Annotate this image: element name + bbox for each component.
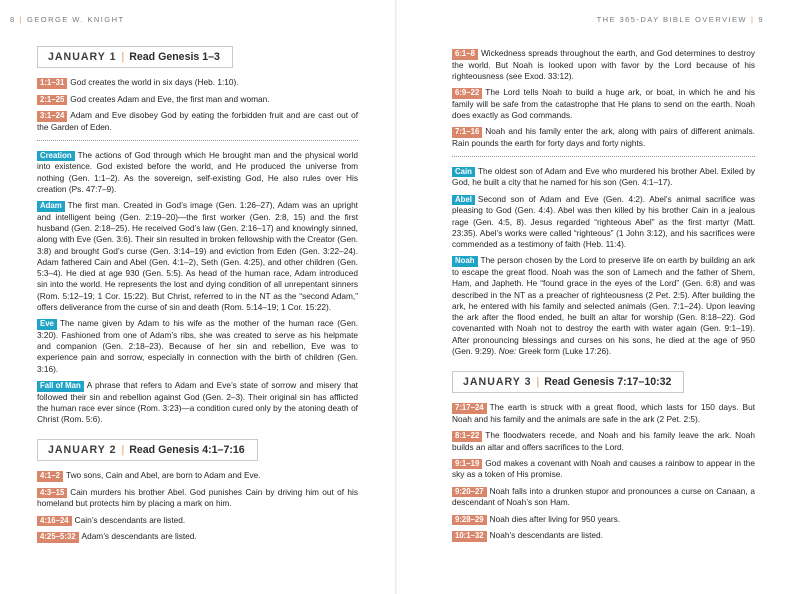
reading-entry [452, 514, 755, 526]
reading-entry [452, 87, 755, 121]
day-heading-january-2 [37, 439, 258, 461]
entry-text: Noah dies after living for 950 years. [489, 513, 621, 524]
reading-entry [37, 94, 358, 106]
entry-text: God makes a covenant with Noah and causes a rainbow to appear in the sky as a token of His promise. [452, 457, 755, 480]
right-folio [597, 15, 764, 24]
entry-text: God creates the world in six days (Heb. 1:10). [70, 77, 239, 87]
heading-separator: | [121, 51, 125, 63]
reading-entry [37, 470, 358, 482]
term-definition: The actions of God through which He brought man and the physical world into existence. God existed before the world, and He produced the universe from nothing (Gen. 1:1–2). As the sovereign, self-existing God, He also rules over His creation (Ps. 47:7–9). [37, 149, 358, 194]
term-note-text: Greek form (Luke 17:26). [518, 346, 612, 357]
reading-label: Read Genesis 1–3 [129, 51, 220, 63]
heading-separator: | [121, 444, 125, 457]
glossary-entry-creation [37, 150, 358, 195]
term-badge: Creation [37, 151, 75, 162]
reading-entry [452, 530, 755, 542]
day-heading-january-3 [452, 371, 684, 393]
scripture-ref-badge: 7:17–24 [452, 403, 487, 414]
term-definition: The first man. Created in God’s image (Gen. 1:26–27), Adam was an upright and intelligent being (Gen. 2:19–20)—the first worker (Gen. 2:8, 15) and the first husband (Gen. 2:18–25). He received God’s law (Gen. 2:16–17) and knowingly sinned, along with Eve (Gen. 3:6). Their sin resulted in broken fellowship with the Creator (Gen. 3:8) and brought God’s curse (Gen. 3:14–19) and eviction from Eden (Gen. 3:22–24). Adam fathered Cain and Abel (Gen. 4:1–2), Seth (Gen. 4:25), and other children (Gen. 5:3–4). He died at age 930 (Gen. 5:5). As head of the human race, Adam introduced sin into the world. He represents the lost and dying condition of all unrepentant sinners (Rom. 5:12–19; 1 Cor. 15:22). But Christ, referred to in the NT as the “second Adam,” offers deliverance from the curse of sin and death (Rom. 5:14–19; 1 Cor. 15:22). [37, 200, 358, 313]
scripture-ref-badge: 7:1–16 [452, 127, 482, 138]
entry-text: Adam and Eve disobey God by eating the forbidden fruit and are cast out of the Garden of Eden. [37, 110, 358, 132]
right-page [396, 0, 792, 594]
day-heading-january-1 [37, 46, 233, 68]
term-definition: Second son of Adam and Eve (Gen. 4:2). Abel’s animal sacrifice was pleasing to God (Gen. 4:4). Abel was then killed by his brother Cain in a jealous rage (Gen. 4:5, 8). Jesus regarded “righteous Abel” as the first martyr (Matt. 23:35). Abel’s works were called “righteous” (1 John 3:12), and his sacrifices were commended as a testimony of faith (Heb. 11:4). [452, 193, 755, 250]
entry-text: The Lord tells Noah to build a huge ark, or boat, in which he and his family will be safe from the catastrophe that He plans to send on the earth. Noah does exactly as God commands. [452, 87, 755, 120]
glossary-entry-eve [37, 318, 358, 375]
folio-separator: | [19, 15, 23, 24]
entry-text: Cain’s descendants are listed. [74, 514, 186, 525]
term-note-label: Noe: [498, 346, 517, 357]
term-definition: A phrase that refers to Adam and Eve’s state of sorrow and misery that followed their sin and rebellion against God (Gen. 2–3). Their original sin has afflicted the human race ever since (Rom. 3:23)—a condition cured only by the atoning death of Christ (Rom. 5:6). [37, 380, 358, 425]
left-folio [10, 15, 125, 24]
reading-entry [452, 458, 755, 481]
glossary-entry-cain [452, 166, 755, 189]
term-badge: Fall of Man [37, 381, 84, 392]
entry-text: Cain murders his brother Abel. God punishes Cain by driving him out of his homeland but protects him by placing a mark on him. [37, 486, 358, 509]
scripture-ref-badge: 6:9–22 [452, 88, 482, 99]
section-divider [37, 140, 358, 141]
reading-entry [37, 515, 358, 527]
term-definition: The oldest son of Adam and Eve who murdered his brother Abel. Exiled by God, he built a city that he named for his son (Gen. 4:1–17). [452, 165, 755, 188]
scripture-ref-badge: 9:28–29 [452, 515, 487, 526]
term-badge: Abel [452, 195, 475, 206]
glossary-entry-noah [452, 255, 755, 357]
entry-text: Adam’s descendants are listed. [81, 531, 197, 542]
term-definition: The name given by Adam to his wife as the mother of the human race (Gen. 3:20). Fashioned from one of Adam’s ribs, she was created to serve as his helpmate and companion (Gen. 2:18–23). Because of her sin and rebellion, Eve was to experience pain and sorrow, especially in connection with the birth of children (Gen. 3:16). [37, 318, 358, 374]
reading-entry [452, 402, 755, 425]
day-label: JANUARY 2 [48, 444, 117, 457]
scripture-ref-badge: 4:25–5:32 [37, 532, 79, 543]
reading-entry [37, 487, 358, 510]
running-head: THE 365-DAY BIBLE OVERVIEW [596, 15, 747, 24]
page-number: 8 [10, 15, 16, 24]
scripture-ref-badge: 4:1–2 [37, 471, 63, 482]
reading-entry [452, 126, 755, 149]
glossary-entry-fall-of-man [37, 380, 358, 425]
reading-entry [452, 430, 755, 453]
term-badge: Eve [37, 319, 57, 330]
scripture-ref-badge: 4:16–24 [37, 516, 72, 527]
day-label: JANUARY 1 [48, 51, 117, 63]
entry-text: God creates Adam and Eve, the first man and woman. [70, 93, 270, 104]
folio-separator: | [751, 15, 755, 24]
reading-entry [37, 77, 358, 89]
term-definition: The person chosen by the Lord to preserve life on earth by building an ark to escape the great flood. Noah was the son of Lamech and the father of Shem, Ham, and Japheth. He “found grace in the eyes of the Lord” (Gen. 6:8) and was described in the NT as a preacher of righteousness (2 Pet. 2:5). After building the ark, he entered with his family and selected animals (Gen. 7:1–24). Upon leaving the ark after the flood ended, he built an altar for worship (Gen. 8:18–22). God covenanted with Noah not to destroy the earth with water again (Gen. 9:1–19). After pronouncing blessings and curses on his sons, he died at the age of 950 (Gen. 9:29). [452, 255, 755, 357]
entry-text: Noah and his family enter the ark, along with pairs of different animals. Rain pounds the earth for forty days and forty nights. [452, 126, 755, 148]
entry-text: Two sons, Cain and Abel, are born to Adam and Eve. [65, 470, 261, 481]
scripture-ref-badge: 6:1–8 [452, 49, 478, 60]
entry-text: The earth is struck with a great flood, which lasts for 150 days. But Noah and his family and the animals are safe in the ark (2 Pet. 2:5). [452, 402, 755, 424]
reading-label: Read Genesis 4:1–7:16 [129, 444, 245, 457]
scripture-ref-badge: 9:20–27 [452, 487, 487, 498]
term-badge: Adam [37, 201, 65, 212]
scripture-ref-badge: 10:1–32 [452, 531, 487, 542]
scripture-ref-badge: 8:1–22 [452, 431, 482, 442]
scripture-ref-badge: 1:1–31 [37, 78, 67, 89]
reading-entry [37, 110, 358, 133]
day-label: JANUARY 3 [463, 376, 532, 389]
entry-text: Wickedness spreads throughout the earth, and God determines to destroy the world. But Noah is looked upon with favor by the Lord because of his righteousness (see Exod. 33:12). [452, 48, 755, 81]
section-divider [452, 156, 755, 157]
scripture-ref-badge: 4:3–15 [37, 488, 67, 499]
glossary-entry-adam [37, 200, 358, 313]
reading-entry [37, 531, 358, 543]
term-badge: Cain [452, 167, 475, 178]
scripture-ref-badge: 9:1–19 [452, 459, 482, 470]
entry-text: Noah’s descendants are listed. [489, 530, 603, 541]
scripture-ref-badge: 3:1–24 [37, 111, 67, 122]
glossary-entry-abel [452, 194, 755, 251]
scripture-ref-badge: 2:1–25 [37, 95, 67, 106]
entry-text: The floodwaters recede, and Noah and his family leave the ark. Noah builds an altar and offers sacrifices to the Lord. [452, 430, 755, 452]
term-badge: Noah [452, 256, 478, 267]
heading-separator: | [536, 376, 540, 389]
running-head: GEORGE W. KNIGHT [27, 15, 125, 24]
reading-label: Read Genesis 7:17–10:32 [544, 376, 672, 389]
reading-entry [452, 48, 755, 82]
page-number: 9 [758, 15, 764, 24]
reading-entry [452, 486, 755, 509]
entry-text: Noah falls into a drunken stupor and pronounces a curse on Canaan, a descendant of Noah’s son Ham. [452, 485, 755, 508]
